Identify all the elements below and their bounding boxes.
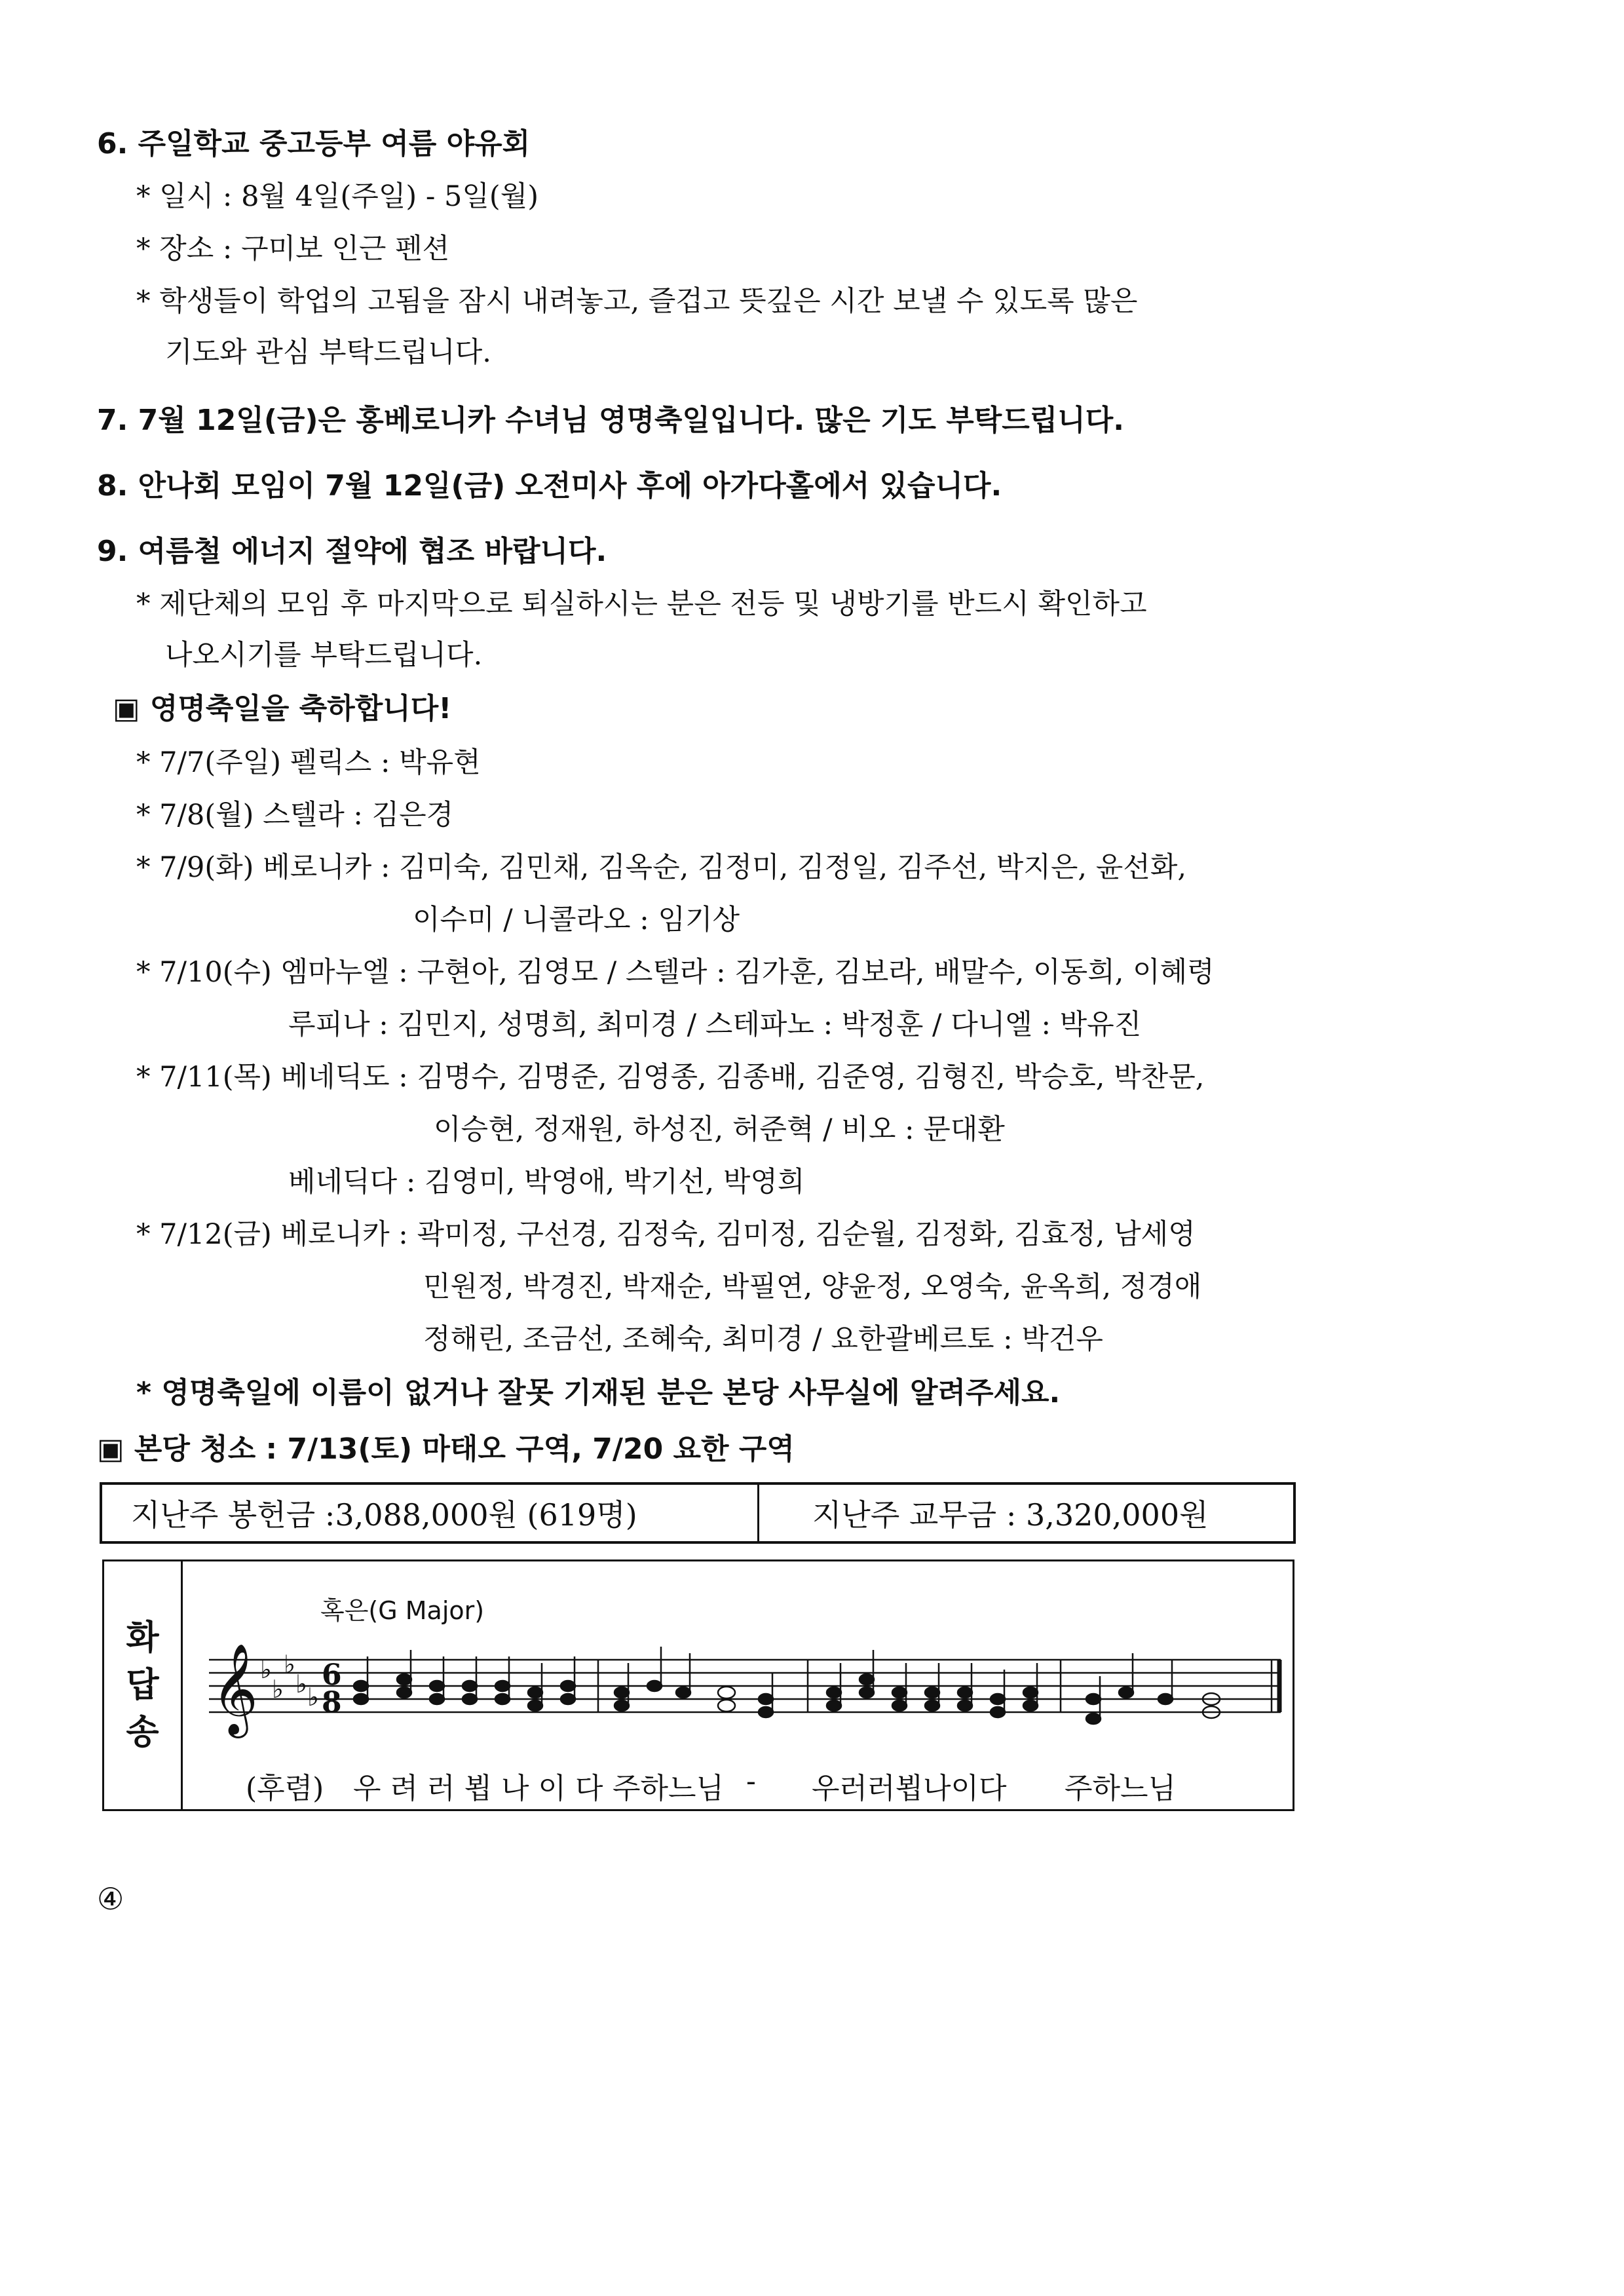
item7-text: 7. 7월 12일(금)은 홍베로니카 수녀님 영명축일입니다. 많은 기도 부탁드립니다. bbox=[97, 404, 1124, 437]
svg-text:8: 8 bbox=[322, 1686, 342, 1719]
svg-text:♭: ♭ bbox=[260, 1655, 272, 1684]
cleaning-notice: ▣ 본당 청소 : 7/13(토) 마태오 구역, 7/20 요한 구역 bbox=[97, 1432, 795, 1466]
feast-line: 민원정, 박경진, 박재순, 박필연, 양윤정, 오영숙, 윤옥희, 정경애 bbox=[423, 1271, 1202, 1303]
item6-date: * 일시 : 8월 4일(주일) - 5일(월) bbox=[136, 180, 539, 213]
sheet-music bbox=[189, 1620, 1290, 1751]
svg-text:♭: ♭ bbox=[307, 1683, 319, 1712]
feast-line: * 7/10(수) 엠마누엘 : 구현아, 김영모 / 스텔라 : 김가훈, 김보라, 배말수, 이동희, 이혜령 bbox=[136, 956, 1215, 989]
item6-note-cont: 기도와 관심 부탁드립니다. bbox=[165, 336, 491, 369]
svg-text:♭: ♭ bbox=[272, 1675, 284, 1704]
obligation-amount: 지난주 교무금 : 3,320,000원 bbox=[812, 1497, 1209, 1533]
feast-line: * 7/11(목) 베네딕도 : 김명수, 김명준, 김영종, 김종배, 김준영, 김형진, 박승호, 박찬문, bbox=[136, 1061, 1205, 1094]
item6-title: 6. 주일학교 중고등부 여름 야유회 bbox=[97, 127, 531, 161]
lyric-refrain: (후렴) bbox=[246, 1772, 324, 1805]
svg-text:6: 6 bbox=[322, 1658, 342, 1692]
svg-text:♭: ♭ bbox=[284, 1650, 295, 1679]
feast-line: 정해린, 조금선, 조혜숙, 최미경 / 요한괄베르토 : 박건우 bbox=[423, 1323, 1103, 1356]
item8-text: 8. 안나회 모임이 7월 12일(금) 오전미사 후에 아가다홀에서 있습니다. bbox=[97, 469, 1002, 503]
psalm-box bbox=[102, 1559, 1294, 1811]
psalm-label: 화답송 bbox=[126, 1618, 159, 1752]
item9-note-cont: 나오시기를 부탁드립니다. bbox=[165, 639, 483, 672]
feast-line: * 7/7(주일) 펠릭스 : 박유현 bbox=[136, 746, 481, 779]
svg-text:𝄞: 𝄞 bbox=[212, 1643, 258, 1734]
svg-text:♭: ♭ bbox=[295, 1670, 307, 1698]
feast-line: 베네딕다 : 김영미, 박영애, 박기선, 박영희 bbox=[288, 1166, 805, 1198]
item6-note: * 학생들이 학업의 고됨을 잠시 내려놓고, 즐겁고 뜻깊은 시간 보낼 수 있도록 많은 bbox=[136, 285, 1138, 318]
item6-place: * 장소 : 구미보 인근 펜션 bbox=[136, 233, 450, 265]
lyric-3: 우러러뵙나이다 bbox=[812, 1772, 1007, 1805]
feast-note: * 영명축일에 이름이 없거나 잘못 기재된 분은 본당 사무실에 알려주세요. bbox=[136, 1376, 1061, 1409]
key-label: 혹은(G Major) bbox=[320, 1596, 485, 1625]
page-number: ④ bbox=[97, 1881, 124, 1917]
feast-heading: ▣ 영명축일을 축하합니다! bbox=[113, 692, 452, 725]
lyric-dash: - bbox=[746, 1765, 756, 1798]
feast-line: * 7/12(금) 베로니카 : 곽미정, 구선경, 김정숙, 김미정, 김순월, 김정화, 김효정, 남세영 bbox=[136, 1218, 1196, 1251]
offering-amount: 지난주 봉헌금 :3,088,000원 (619명) bbox=[131, 1497, 637, 1533]
feast-line: * 7/9(화) 베로니카 : 김미숙, 김민채, 김옥순, 김정미, 김정일, 김주선, 박지은, 윤선화, bbox=[136, 851, 1187, 884]
item9-title: 9. 여름철 에너지 절약에 협조 바랍니다. bbox=[97, 535, 607, 568]
feast-line: 이승현, 정재원, 하성진, 허준혁 / 비오 : 문대환 bbox=[434, 1113, 1005, 1146]
feast-line: * 7/8(월) 스텔라 : 김은경 bbox=[136, 799, 454, 832]
lyric-2: 주하느님 bbox=[613, 1772, 725, 1805]
lyric-4: 주하느님 bbox=[1065, 1772, 1177, 1805]
item9-note: * 제단체의 모임 후 마지막으로 퇴실하시는 분은 전등 및 냉방기를 반드시 확인하고 bbox=[136, 588, 1147, 621]
lyric-1: 우 려 러 뵙 나 이 다 bbox=[353, 1772, 603, 1805]
offering-table bbox=[100, 1482, 1296, 1544]
feast-line: 이수미 / 니콜라오 : 임기상 bbox=[413, 904, 740, 936]
psalm-label-cell bbox=[104, 1561, 183, 1809]
feast-line: 루피나 : 김민지, 성명희, 최미경 / 스테파노 : 박정훈 / 다니엘 : 박유진 bbox=[288, 1008, 1142, 1041]
offering-divider bbox=[757, 1485, 759, 1541]
